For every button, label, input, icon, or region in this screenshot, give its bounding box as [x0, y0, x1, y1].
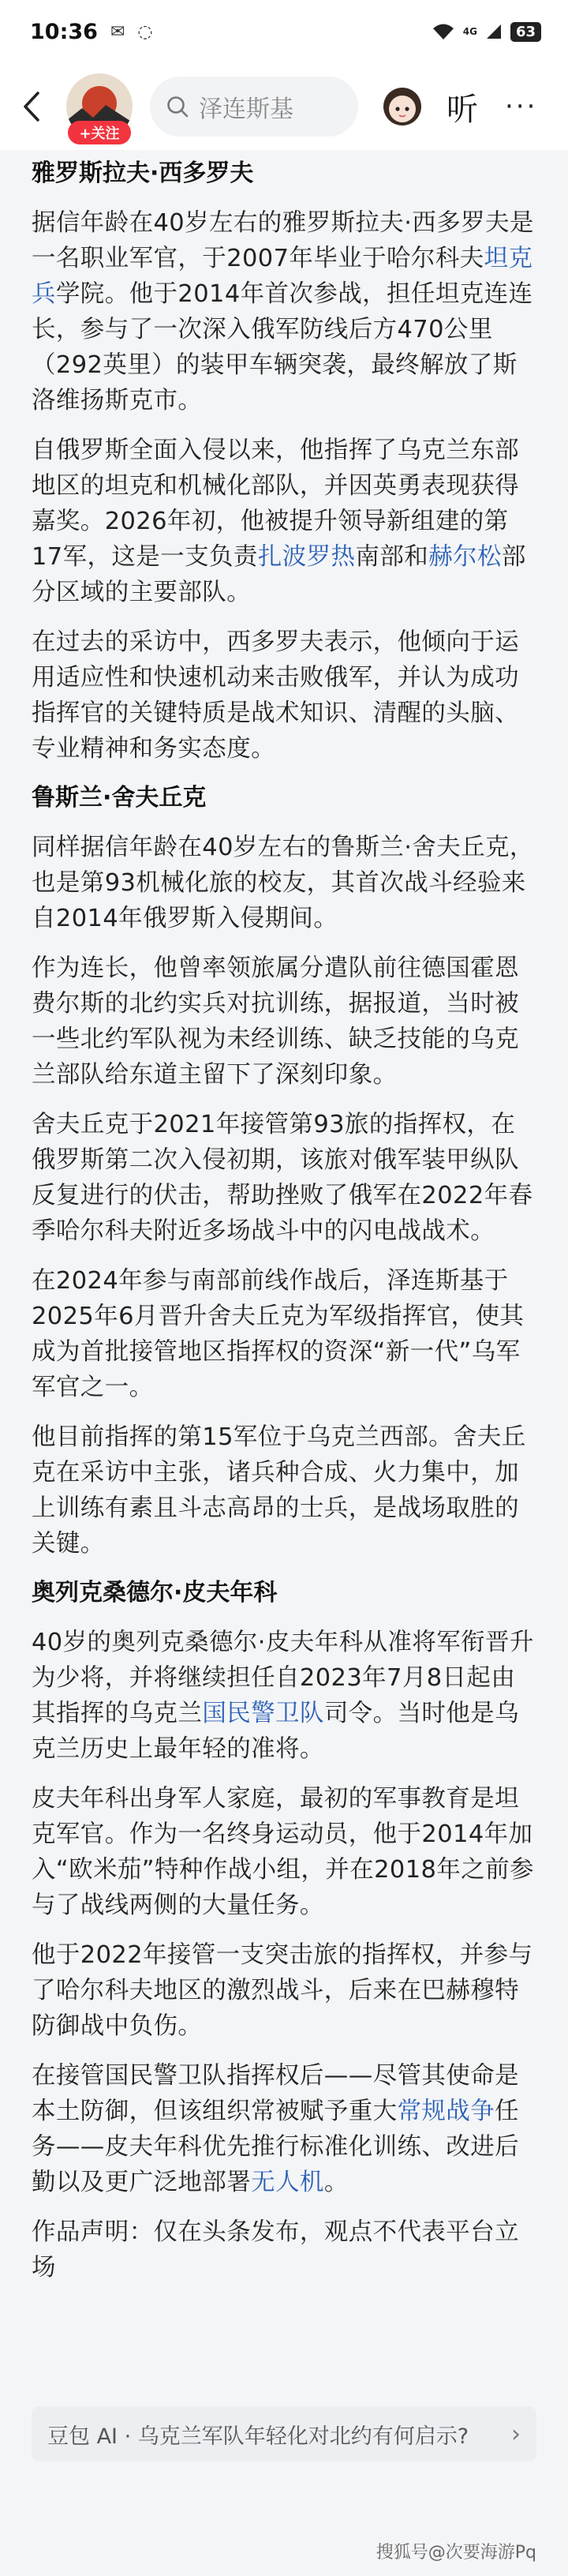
status-left	[30, 20, 153, 44]
link-tank-troops[interactable]: 坦克兵	[32, 245, 533, 308]
paragraph: 自俄罗斯全面入侵以来，他指挥了乌克兰东部地区的坦克和机械化部队，并因英勇表现获得嘉奖。2026年初，他被提升领导新组建的第17军，这是一支负责扎波罗热南部和赫尔松部分区域的主要部队。	[32, 437, 526, 606]
assistant-doll-icon[interactable]	[379, 83, 426, 130]
battery-level: 63	[510, 22, 541, 42]
paragraph: 舍夫丘克于2021年接管第93旅的指挥权，在俄罗斯第二次入侵初期，该旅对俄军装甲纵队反复进行的伏击，帮助挫败了俄军在2022年春季哈尔科夫附近多场战斗中的闪电战战术。	[32, 1111, 533, 1245]
link-national-guard[interactable]: 国民警卫队	[202, 1700, 324, 1727]
status-time: 10:36	[30, 19, 98, 44]
paragraph: 皮夫年科出身军人家庭，最初的军事教育是坦克军官。作为一名终身运动员，他于2014年加入“欧米茄”特种作战小组，并在2018年之前参与了战线两侧的大量任务。	[32, 1785, 534, 1919]
link-kherson[interactable]: 赫尔松	[428, 543, 502, 571]
nav-bar	[0, 63, 568, 150]
section-heading: 雅罗斯拉夫·西多罗夫	[32, 159, 254, 187]
ai-suggestion-bar[interactable]	[32, 2406, 536, 2462]
paragraph: 他于2022年接管一支突击旅的指挥权，并参与了哈尔科夫地区的激烈战斗，后来在巴赫穆特防御战中负伤。	[32, 1941, 533, 2040]
paragraph: 在过去的采访中，西多罗夫表示，他倾向于运用适应性和快速机动来击败俄军，并认为成功指挥官的关键特质是战术知识、清醒的头脑、专业精神和务实态度。	[32, 628, 519, 763]
notification-icon: ✉	[110, 21, 125, 42]
search-icon	[166, 95, 189, 118]
paragraph: 同样据信年龄在40岁左右的鲁斯兰·舍夫丘克，也是第93机械化旅的校友，其首次战斗经验来自2014年俄罗斯入侵期间。	[32, 834, 534, 932]
paragraph: 在接管国民警卫队指挥权后——尽管其使命是本土防御，但该组织常被赋予重大常规战争任务——皮夫年科优先推行标准化训练、改进后勤以及更广泛地部署无人机。	[32, 2062, 520, 2196]
link-drones[interactable]: 无人机	[251, 2169, 324, 2196]
wifi-icon	[432, 22, 455, 41]
link-conventional-war[interactable]: 常规战争	[397, 2098, 495, 2125]
status-bar	[0, 0, 568, 63]
paragraph: 40岁的奥列克桑德尔·皮夫年科从准将军衔晋升为少将，并将继续担任自2023年7月8日起由其指挥的乌克兰国民警卫队司令。当时他是乌克兰历史上最年轻的准将。	[32, 1629, 534, 1763]
network-label: 4G	[462, 26, 477, 37]
status-right	[432, 22, 541, 42]
watermark: 搜狐号@次要海游Pq	[376, 2543, 536, 2563]
follow-button[interactable]: +关注	[68, 121, 131, 144]
section-heading: 奥列克桑德尔·皮夫年科	[32, 1579, 278, 1607]
ai-suggestion-text: 豆包 AI · 乌克兰军队年轻化对北约有何启示?	[47, 2424, 469, 2449]
signal-icon	[485, 23, 503, 40]
author-statement: 作品声明：仅在头条发布，观点不代表平台立场	[32, 2218, 519, 2282]
listen-button[interactable]: 听	[447, 91, 478, 128]
paragraph: 作为连长，他曾率领旅属分遣队前往德国霍恩费尔斯的北约实兵对抗训练，据报道，当时被一些北约军队视为未经训练、缺乏技能的乌克兰部队给东道主留下了深刻印象。	[32, 954, 519, 1089]
back-icon[interactable]	[16, 91, 47, 122]
chevron-right-icon: ›	[511, 2420, 521, 2448]
message-icon: ◌	[137, 21, 153, 42]
author-avatar[interactable]	[66, 73, 133, 140]
paragraph: 他目前指挥的第15军位于乌克兰西部。舍夫丘克在采访中主张，诸兵种合成、火力集中，加上训练有素且斗志高昂的士兵，是战场取胜的关键。	[32, 1423, 526, 1558]
article-body	[0, 150, 568, 2285]
paragraph: 在2024年参与南部前线作战后，泽连斯基于2025年6月晋升舍夫丘克为军级指挥官，使其成为首批接管地区指挥权的资深“新一代”乌军军官之一。	[32, 1267, 525, 1401]
search-input[interactable]: 泽连斯基	[199, 96, 293, 123]
paragraph: 据信年龄在40岁左右的雅罗斯拉夫·西多罗夫是一名职业军官，于2007年毕业于哈尔科夫坦克兵学院。他于2014年首次参战，担任坦克连连长，参与了一次深入俄军防线后方470公里（292英里）的装甲车辆突袭，最终解放了斯洛维扬斯克市。	[32, 209, 534, 414]
link-zaporizhzhia[interactable]: 扎波罗热	[257, 543, 356, 571]
search-box[interactable]	[150, 77, 358, 137]
section-heading: 鲁斯兰·舍夫丘克	[32, 784, 207, 812]
more-icon[interactable]: ···	[505, 91, 538, 122]
